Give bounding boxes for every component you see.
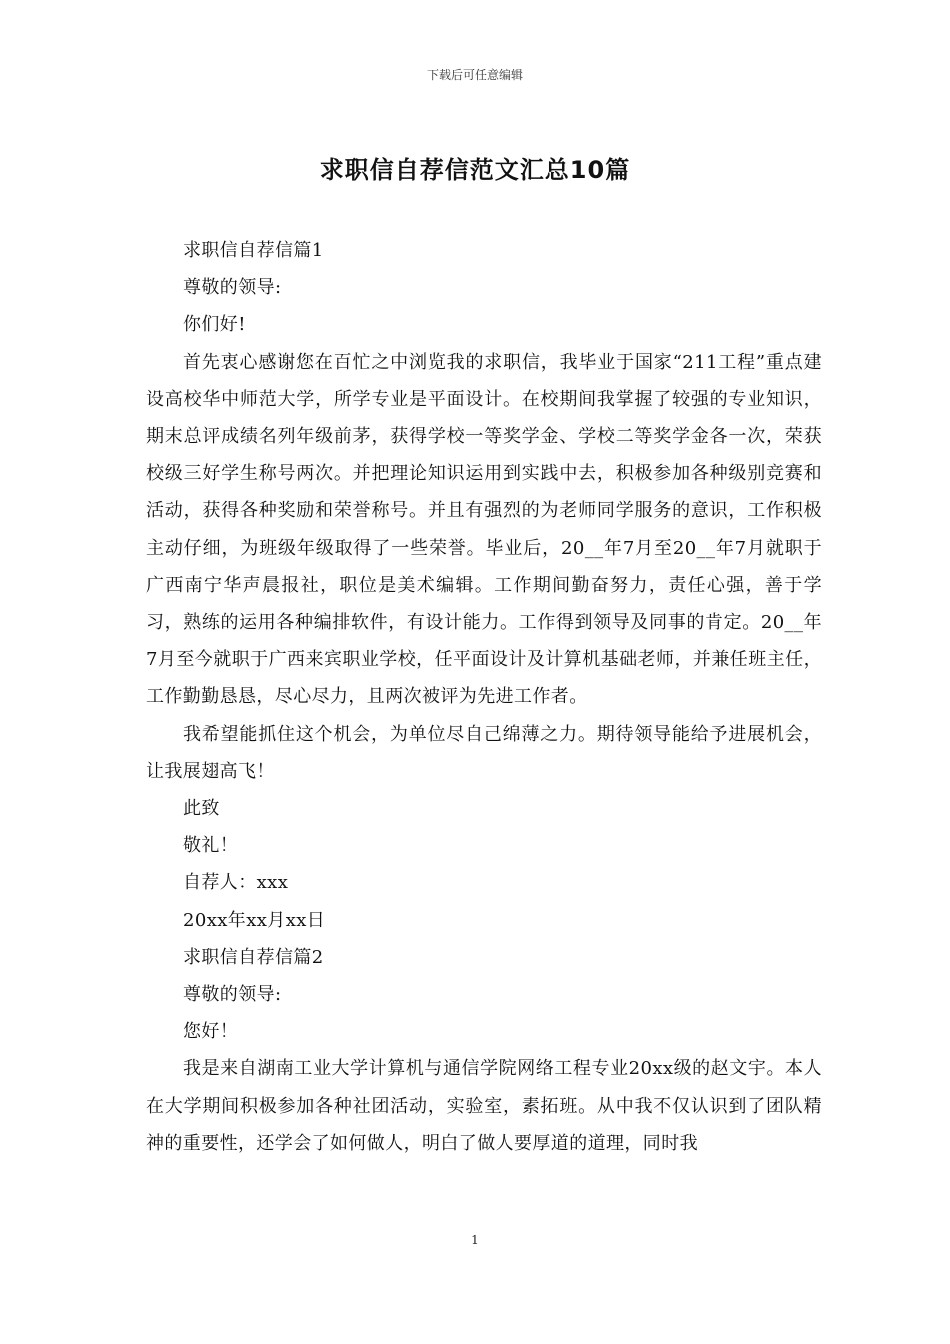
letter-2-salutation: 尊敬的领导: — [183, 984, 282, 1006]
letter-1-paragraph-1: 首先衷心感谢您在百忙之中浏览我的求职信，我毕业于国家“211工程”重点建设高校华中师范大学，所学专业是平面设计。在校期间我掌握了较强的专业知识，期末总评成绩名列年级前茅，获得学校一等奖学金、学校二等奖学金各一次，荣获校级三好学生称号两次。并把理论知识运用到实践中去，积极参加各种级别竞赛和活动，获得各种奖励和荣誉称号。并且有强烈的为老师同学服务的意识，工作积极主动仔细，为班级年级取得了一些荣誉。毕业后，20__年7月至20__年7月就职于广西南宁华声晨报社，职位是美术编辑。工作期间勤奋努力，责任心强，善于学习，熟练的运用各种编排软件，有设计能力。工作得到领导及同事的肯定。20__年7月至今就职于广西来宾职业学校，任平面设计及计算机基础老师，并兼任班主任，工作勤勤恳恳，尽心尽力，且两次被评为先进工作者。 — [146, 351, 822, 708]
letter-2-heading: 求职信自荐信篇2 — [183, 946, 324, 968]
letter-1-date: 20xx年xx月xx日 — [183, 909, 326, 931]
letter-1-signature: 自荐人：xxx — [183, 872, 289, 894]
letter-1-closing-2: 敬礼！ — [183, 835, 239, 857]
letter-1-closing-1: 此致 — [183, 798, 220, 820]
letter-1-paragraph-2: 我希望能抓住这个机会，为单位尽自己绵薄之力。期待领导能给予进展机会，让我展翅高飞！ — [146, 723, 822, 782]
letter-1-heading: 求职信自荐信篇1 — [183, 240, 324, 261]
letter-2-greeting: 您好！ — [183, 1021, 239, 1043]
document-title: 求职信自荐信范文汇总10篇 — [319, 156, 631, 184]
letter-1-salutation: 尊敬的领导: — [183, 277, 282, 299]
letter-2-paragraph-1: 我是来自湖南工业大学计算机与通信学院网络工程专业20xx级的赵文宇。本人在大学期间积极参加各种社团活动，实验室，素拓班。从中我不仅认识到了团队精神的重要性，还学会了如何做人，明白了做人要厚道的道理，同时我 — [146, 1058, 822, 1154]
letter-1 — [146, 232, 822, 939]
page-number: 1 — [471, 1233, 479, 1247]
document-body — [146, 232, 822, 1162]
page-header-note: 下载后可任意编辑 — [426, 68, 523, 82]
letter-2 — [146, 939, 822, 1162]
letter-1-greeting: 你们好! — [183, 314, 246, 336]
